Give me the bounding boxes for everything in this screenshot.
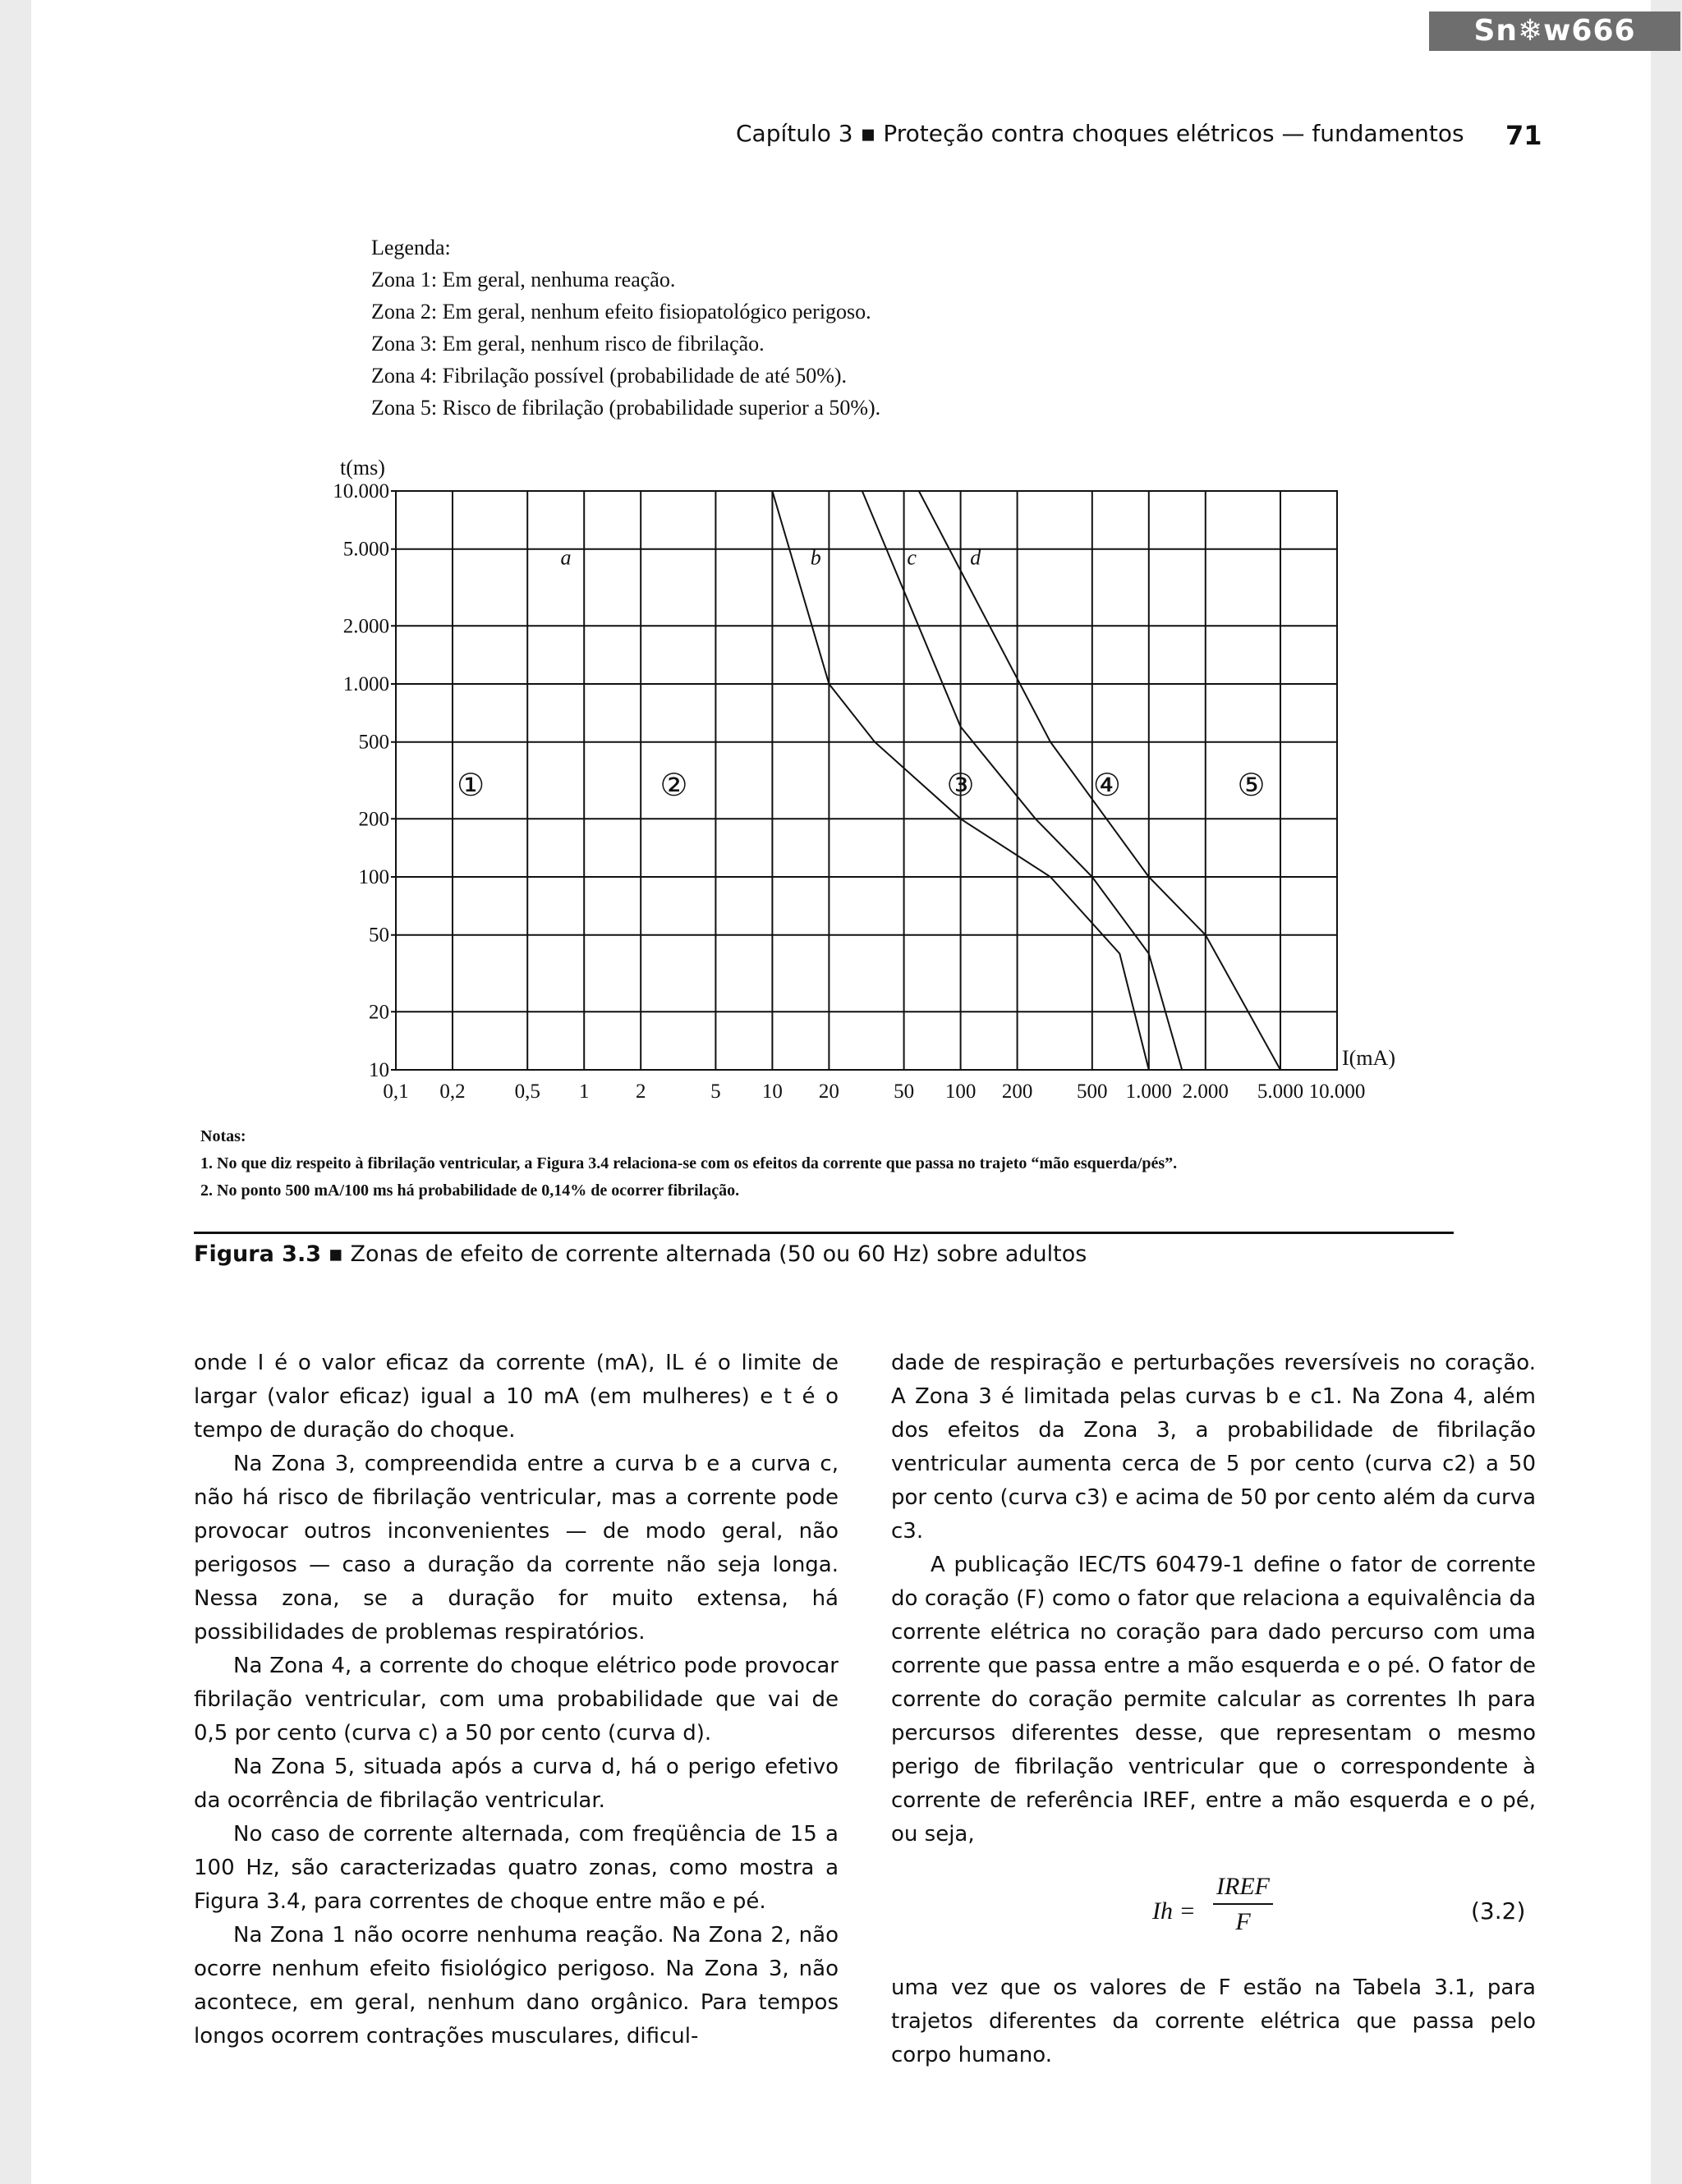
paragraph: No caso de corrente alternada, com freqüência de 15 a 100 Hz, são caracterizadas quatro zonas, como mostra a Figura 3.4, para correntes de choque entre mão e pé. [194, 1822, 839, 1914]
note-item: 2. No ponto 500 mA/100 ms há probabilidade de 0,14% de ocorrer fibrilação. [200, 1181, 740, 1200]
x-tick-label: 2.000 [1182, 1081, 1229, 1103]
x-tick-label: 2 [635, 1081, 646, 1103]
x-tick-label: 10.000 [1308, 1081, 1366, 1103]
curve-label: c [907, 545, 917, 570]
y-tick-label: 20 [369, 1001, 389, 1024]
y-tick-label: 50 [369, 924, 389, 947]
equation-number: (3.2) [1471, 1897, 1526, 1925]
x-axis-label: I(mA) [1342, 1046, 1395, 1070]
curve-c [862, 491, 1182, 1070]
x-tick-label: 5 [710, 1081, 721, 1103]
y-tick-label: 10.000 [333, 480, 389, 502]
zone-label: ⑤ [1237, 766, 1266, 803]
legend-item: Zona 2: Em geral, nenhum efeito fisiopatológico perigoso. [371, 300, 871, 323]
legend-item: Zona 4: Fibrilação possível (probabilidade de até 50%). [371, 364, 848, 388]
legend-title: Legenda: [371, 236, 451, 259]
figure-legend [371, 232, 880, 424]
y-tick-label: 200 [358, 808, 389, 831]
legend-item: Zona 3: Em geral, nenhum risco de fibrilação. [371, 332, 765, 356]
x-tick-label: 5.000 [1257, 1081, 1304, 1103]
plot-frame [396, 491, 1337, 1070]
zone-label: ④ [1092, 766, 1121, 803]
x-tick-label: 50 [894, 1081, 915, 1103]
page-number: 71 [1505, 120, 1542, 151]
watermark-logo: Sn❄w666 [1429, 11, 1680, 51]
x-tick-label: 1.000 [1125, 1081, 1172, 1103]
paragraph: A publicação IEC/TS 60479-1 define o fator de corrente do coração (F) como o fator que relaciona a equivalência da corrente elétrica no coração para dado percurso com uma corrente que passa entre a mão esquerda e o pé. O fator de corrente do coração permite calcular as correntes Ih para percursos diferentes desse, que representam o mesmo perigo de fibrilação ventricular que o correspondente à corrente de referência IREF, entre a mão esquerda e o pé, ou seja, [891, 1553, 1536, 1847]
y-tick-label: 500 [358, 731, 389, 754]
equation-denominator: F [1235, 1908, 1251, 1935]
body-column-left [194, 1347, 839, 2053]
caption-text: Zonas de efeito de corrente alternada (50 ou 60 Hz) sobre adultos [350, 1241, 1087, 1267]
equation-3-2 [891, 1861, 1536, 1960]
x-tick-label: 100 [944, 1081, 977, 1103]
note-item: 1. No que diz respeito à fibrilação ventricular, a Figura 3.4 relaciona-se com os efeitos da corrente que passa no trajeto “mão esquerda/pés”. [200, 1154, 1178, 1172]
running-header: Capítulo 3 ▪ Proteção contra choques elétricos — fundamentos [736, 120, 1464, 147]
x-tick-label: 10 [761, 1081, 783, 1103]
x-tick-label: 0,2 [439, 1081, 466, 1103]
paragraph: uma vez que os valores de F estão na Tabela 3.1, para trajetos diferentes da corrente elétrica que passa pelo corpo humano. [891, 1975, 1536, 2067]
figure-notes [200, 1123, 1177, 1204]
caption-separator: ▪ [321, 1241, 351, 1267]
figure-caption [194, 1241, 1087, 1267]
figure-label: Figura 3.3 [194, 1241, 322, 1267]
legend-item: Zona 5: Risco de fibrilação (probabilidade superior a 50%). [371, 396, 881, 420]
equation-numerator: IREF [1213, 1870, 1273, 1905]
paragraph: Na Zona 1 não ocorre nenhuma reação. Na Zona 2, não ocorre nenhum efeito fisiológico perigoso. Na Zona 3, não acontece, em geral, nenhum dano orgânico. Para tempos longos ocorrem contrações musculares, dificul- [194, 1923, 839, 2049]
x-tick-label: 20 [818, 1081, 839, 1103]
paragraph: Na Zona 3, compreendida entre a curva b e a curva c, não há risco de fibrilação ventricular, mas a corrente pode provocar outros inconvenientes — de modo geral, não perigosos — caso a duração da corrente não seja longa. Nessa zona, se a duração for muito extensa, há possibilidades de problemas respiratórios. [194, 1452, 839, 1645]
y-tick-label: 2.000 [342, 615, 389, 638]
caption-rule [194, 1232, 1454, 1234]
body-column-right [891, 1347, 1536, 2072]
zone-label: ③ [946, 766, 975, 803]
legend-item: Zona 1: Em geral, nenhuma reação. [371, 268, 676, 291]
curve-label: a [560, 545, 572, 570]
paragraph: onde I é o valor eficaz da corrente (mA), IL é o limite de largar (valor eficaz) igual a 10 mA (em mulheres) e t é o tempo de duração do choque. [194, 1351, 839, 1443]
equation-lhs: Ih = [1152, 1897, 1196, 1925]
zone-label: ② [659, 766, 688, 803]
curve-label: d [970, 545, 981, 570]
paragraph: Na Zona 4, a corrente do choque elétrico pode provocar fibrilação ventricular, com uma probabilidade que vai de 0,5 por cento (curva c) a 50 por cento (curva d). [194, 1654, 839, 1746]
x-tick-label: 500 [1077, 1081, 1108, 1103]
x-tick-label: 200 [1001, 1081, 1033, 1103]
equation-fraction [1213, 1870, 1273, 1939]
curve-label: b [810, 545, 821, 570]
y-tick-label: 100 [358, 866, 389, 888]
x-tick-label: 1 [578, 1081, 590, 1103]
zone-label: ① [457, 766, 485, 803]
notes-title: Notas: [200, 1127, 246, 1145]
y-tick-label: 5.000 [342, 538, 389, 561]
paragraph: dade de respiração e perturbações reversíveis no coração. A Zona 3 é limitada pelas curvas b e c1. Na Zona 4, além dos efeitos da Zona 3, a probabilidade de fibrilação ventricular aumenta cerca de 5 por cento (curva c2) a 50 por cento (curva c3) e acima de 50 por cento além da curva c3. [891, 1351, 1537, 1544]
x-tick-label: 0,5 [514, 1081, 540, 1103]
y-tick-label: 1.000 [342, 673, 389, 695]
x-tick-label: 0,1 [383, 1081, 409, 1103]
current-effect-chart [296, 443, 1445, 1108]
y-tick-label: 10 [369, 1059, 389, 1081]
paragraph: Na Zona 5, situada após a curva d, há o perigo efetivo da ocorrência de fibrilação ventricular. [194, 1755, 839, 1813]
y-axis-label: t(ms) [340, 456, 385, 479]
